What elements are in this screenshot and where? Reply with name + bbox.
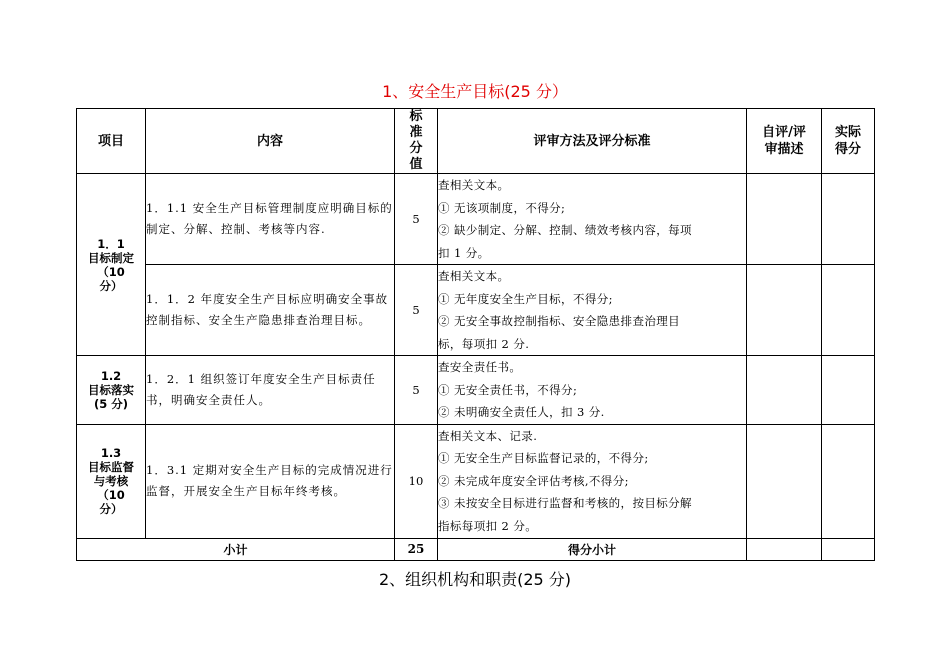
- table-row: [77, 356, 875, 425]
- score-cell: 5: [395, 356, 438, 425]
- item-1-3: 1.3 目标监督 与考核 （10 分）: [77, 424, 146, 538]
- score-cell: 5: [395, 265, 438, 356]
- score-cell: 5: [395, 174, 438, 265]
- table-row: [77, 265, 875, 356]
- actual-score-cell[interactable]: [822, 424, 875, 538]
- item-1-1: 1．1 目标制定 （10 分）: [77, 174, 146, 356]
- method-cell: 查相关文本、记录. ① 无安全生产目标监督记录的，不得分; ② 未完成年度安全评估考核,不得分; ③ 未按安全目标进行监督和考核的，按目标分解 指标每项扣 2 分。: [438, 424, 747, 538]
- subtotal-label: 小计: [77, 538, 395, 560]
- score-subtotal-label: 得分小计: [438, 538, 747, 560]
- content-cell: 1．2．1 组织签订年度安全生产目标责任书，明确安全责任人。: [146, 356, 395, 425]
- item-1-2: 1.2 目标落实 (5 分): [77, 356, 146, 425]
- score-cell: 10: [395, 424, 438, 538]
- table-row: [77, 424, 875, 538]
- self-eval-subtotal-cell[interactable]: [747, 538, 822, 560]
- header-actual-score: 实际 得分: [822, 109, 875, 174]
- self-eval-cell[interactable]: [747, 265, 822, 356]
- actual-subtotal-cell[interactable]: [822, 538, 875, 560]
- method-cell: 查安全责任书。 ① 无安全责任书，不得分; ② 未明确安全责任人，扣 3 分.: [438, 356, 747, 425]
- header-content: 内容: [146, 109, 395, 174]
- content-cell: 1．3.1 定期对安全生产目标的完成情况进行监督，开展安全生产目标年终考核。: [146, 424, 395, 538]
- header-self-eval: 自评/评 审描述: [747, 109, 822, 174]
- header-row: [77, 109, 875, 174]
- header-method: 评审方法及评分标准: [438, 109, 747, 174]
- section-1-title: 1、安全生产目标(25 分）: [382, 82, 568, 101]
- evaluation-table: [76, 108, 875, 561]
- method-cell: 查相关文本。 ① 无年度安全生产目标，不得分; ② 无安全事故控制指标、安全隐患排查治理目 标，每项扣 2 分.: [438, 265, 747, 356]
- method-cell: 查相关文本。 ① 无该项制度，不得分; ② 缺少制定、分解、控制、绩效考核内容，每项 扣 1 分。: [438, 174, 747, 265]
- content-cell: 1．1．2 年度安全生产目标应明确安全事故控制指标、安全生产隐患排查治理目标。: [146, 265, 395, 356]
- subtotal-value: 25: [395, 538, 438, 560]
- subtotal-row: [77, 538, 875, 560]
- self-eval-cell[interactable]: [747, 356, 822, 425]
- self-eval-cell[interactable]: [747, 424, 822, 538]
- actual-score-cell[interactable]: [822, 356, 875, 425]
- content-cell: 1．1.1 安全生产目标管理制度应明确目标的制定、分解、控制、考核等内容.: [146, 174, 395, 265]
- actual-score-cell[interactable]: [822, 174, 875, 265]
- table-row: [77, 174, 875, 265]
- actual-score-cell[interactable]: [822, 265, 875, 356]
- header-item: 项目: [77, 109, 146, 174]
- self-eval-cell[interactable]: [747, 174, 822, 265]
- header-score: 标 准 分 值: [395, 109, 438, 174]
- section-2-title: 2、组织机构和职责(25 分): [378, 570, 572, 589]
